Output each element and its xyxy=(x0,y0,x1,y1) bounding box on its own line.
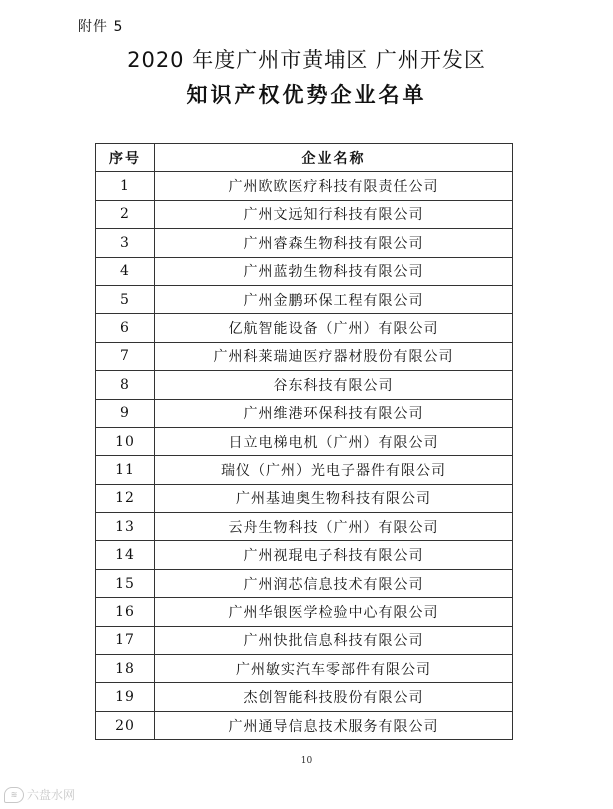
row-enterprise-name: 广州维港环保科技有限公司 xyxy=(155,399,513,427)
watermark xyxy=(4,786,75,803)
row-enterprise-name: 亿航智能设备（广州）有限公司 xyxy=(155,314,513,342)
row-enterprise-name: 云舟生物科技（广州）有限公司 xyxy=(155,513,513,541)
row-index: 16 xyxy=(96,598,155,626)
row-enterprise-name: 谷东科技有限公司 xyxy=(155,371,513,399)
table-row xyxy=(96,229,513,257)
page-number: 10 xyxy=(300,756,313,766)
table-row xyxy=(96,342,513,370)
watermark-text: 六盘水网 xyxy=(27,788,76,802)
row-enterprise-name: 广州睿森生物科技有限公司 xyxy=(155,229,513,257)
row-index: 8 xyxy=(96,371,155,399)
row-enterprise-name: 日立电梯电机（广州）有限公司 xyxy=(155,427,513,455)
row-index: 9 xyxy=(96,399,155,427)
row-index: 4 xyxy=(96,257,155,285)
table-row xyxy=(96,257,513,285)
table-row xyxy=(96,541,513,569)
table-row xyxy=(96,626,513,654)
table-row xyxy=(96,399,513,427)
table-row xyxy=(96,569,513,597)
table-row xyxy=(96,484,513,512)
row-index: 17 xyxy=(96,626,155,654)
table-row xyxy=(96,172,513,200)
row-enterprise-name: 广州蓝勃生物科技有限公司 xyxy=(155,257,513,285)
row-enterprise-name: 广州通导信息技术服务有限公司 xyxy=(155,711,513,739)
row-enterprise-name: 广州润芯信息技术有限公司 xyxy=(155,569,513,597)
row-index: 18 xyxy=(96,655,155,683)
table-row xyxy=(96,683,513,711)
watermark-logo-icon: ≋ xyxy=(4,787,24,803)
table-row xyxy=(96,711,513,739)
row-index: 14 xyxy=(96,541,155,569)
row-index: 11 xyxy=(96,456,155,484)
attachment-label: 附件 5 xyxy=(78,19,124,35)
table-row xyxy=(96,513,513,541)
table-row xyxy=(96,427,513,455)
column-header-name: 企业名称 xyxy=(155,144,513,172)
row-enterprise-name: 广州科莱瑞迪医疗器材股份有限公司 xyxy=(155,342,513,370)
row-index: 12 xyxy=(96,484,155,512)
table-row xyxy=(96,598,513,626)
table-row xyxy=(96,371,513,399)
row-index: 10 xyxy=(96,427,155,455)
row-enterprise-name: 瑞仪（广州）光电子器件有限公司 xyxy=(155,456,513,484)
row-enterprise-name: 广州敏实汽车零部件有限公司 xyxy=(155,655,513,683)
row-enterprise-name: 广州华银医学检验中心有限公司 xyxy=(155,598,513,626)
document-title-line-1: 2020 年度广州市黄埔区 广州开发区 xyxy=(127,48,486,72)
row-index: 3 xyxy=(96,229,155,257)
document-title-line-2: 知识产权优势企业名单 xyxy=(186,83,427,107)
row-enterprise-name: 广州基迪奥生物科技有限公司 xyxy=(155,484,513,512)
table-row xyxy=(96,200,513,228)
table-row xyxy=(96,285,513,313)
row-enterprise-name: 广州快批信息科技有限公司 xyxy=(155,626,513,654)
row-index: 6 xyxy=(96,314,155,342)
table-row xyxy=(96,314,513,342)
row-index: 7 xyxy=(96,342,155,370)
row-enterprise-name: 广州视琨电子科技有限公司 xyxy=(155,541,513,569)
row-enterprise-name: 广州文远知行科技有限公司 xyxy=(155,200,513,228)
row-index: 13 xyxy=(96,513,155,541)
table-row xyxy=(96,456,513,484)
row-enterprise-name: 广州金鹏环保工程有限公司 xyxy=(155,285,513,313)
table-row xyxy=(96,655,513,683)
row-enterprise-name: 杰创智能科技股份有限公司 xyxy=(155,683,513,711)
enterprise-table xyxy=(95,143,513,740)
column-header-index: 序号 xyxy=(96,144,155,172)
row-enterprise-name: 广州欧欧医疗科技有限责任公司 xyxy=(155,172,513,200)
row-index: 2 xyxy=(96,200,155,228)
row-index: 1 xyxy=(96,172,155,200)
row-index: 20 xyxy=(96,711,155,739)
row-index: 15 xyxy=(96,569,155,597)
table-header-row xyxy=(96,144,513,172)
row-index: 19 xyxy=(96,683,155,711)
row-index: 5 xyxy=(96,285,155,313)
